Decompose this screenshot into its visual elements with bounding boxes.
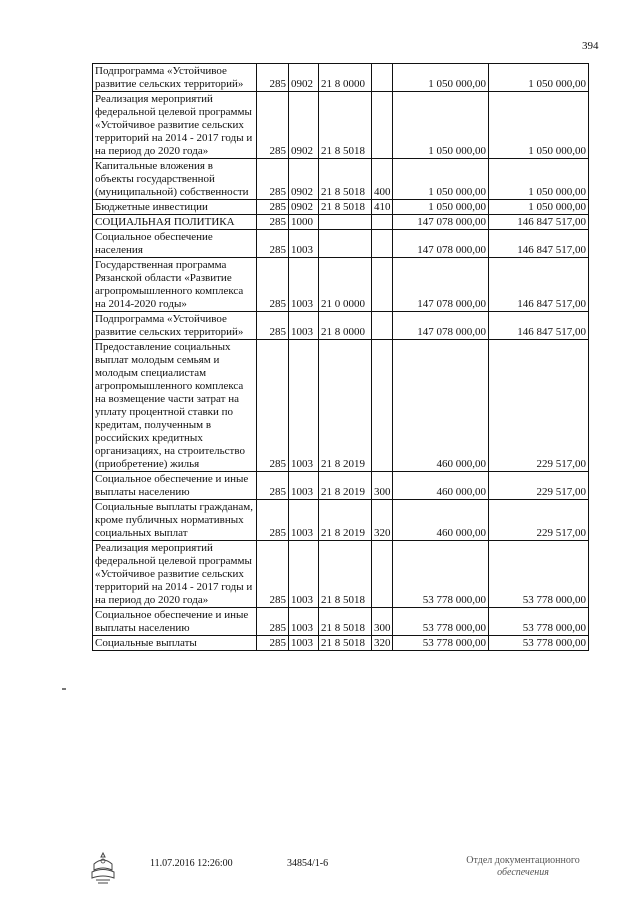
row-expense-type: 320 (372, 500, 393, 541)
row-section: 1003 (289, 608, 319, 636)
row-sum-2: 53 778 000,00 (489, 636, 589, 651)
row-sum-1: 53 778 000,00 (393, 608, 489, 636)
row-section: 1000 (289, 215, 319, 230)
row-code: 285 (257, 608, 289, 636)
row-name: Социальное обеспечение населения (93, 230, 257, 258)
row-sum-2: 1 050 000,00 (489, 92, 589, 159)
footer-stamp (448, 855, 598, 879)
row-article: 21 0 0000 (319, 258, 372, 312)
table-row (93, 608, 589, 636)
row-article: 21 8 2019 (319, 500, 372, 541)
row-article (319, 230, 372, 258)
row-sum-2: 1 050 000,00 (489, 64, 589, 92)
table-row (93, 636, 589, 651)
row-code: 285 (257, 230, 289, 258)
row-expense-type (372, 64, 393, 92)
row-section: 1003 (289, 500, 319, 541)
row-sum-2: 229 517,00 (489, 340, 589, 472)
budget-table (92, 63, 589, 651)
row-article: 21 8 0000 (319, 312, 372, 340)
row-sum-1: 1 050 000,00 (393, 159, 489, 200)
row-article: 21 8 0000 (319, 64, 372, 92)
row-code: 285 (257, 636, 289, 651)
table-row (93, 312, 589, 340)
table-row (93, 215, 589, 230)
row-name: Подпрограмма «Устойчивое развитие сельских территорий» (93, 64, 257, 92)
table-row (93, 92, 589, 159)
row-sum-1: 147 078 000,00 (393, 312, 489, 340)
row-name: Социальные выплаты гражданам, кроме публичных нормативных социальных выплат (93, 500, 257, 541)
row-sum-2: 1 050 000,00 (489, 200, 589, 215)
row-name: Социальные выплаты (93, 636, 257, 651)
row-expense-type (372, 312, 393, 340)
row-sum-2: 229 517,00 (489, 500, 589, 541)
row-expense-type: 320 (372, 636, 393, 651)
table-row (93, 200, 589, 215)
row-sum-1: 460 000,00 (393, 340, 489, 472)
stamp-line-1: Отдел документационного (466, 855, 580, 866)
table-row (93, 541, 589, 608)
row-section: 1003 (289, 312, 319, 340)
row-article: 21 8 2019 (319, 340, 372, 472)
row-name: Социальное обеспечение и иные выплаты населению (93, 472, 257, 500)
row-sum-1: 460 000,00 (393, 500, 489, 541)
row-section: 1003 (289, 340, 319, 472)
row-section: 0902 (289, 159, 319, 200)
row-name: Подпрограмма «Устойчивое развитие сельских территорий» (93, 312, 257, 340)
row-expense-type (372, 340, 393, 472)
row-article: 21 8 5018 (319, 608, 372, 636)
row-sum-1: 1 050 000,00 (393, 200, 489, 215)
table-row (93, 340, 589, 472)
row-section: 1003 (289, 636, 319, 651)
row-article: 21 8 5018 (319, 159, 372, 200)
row-expense-type (372, 258, 393, 312)
row-sum-2: 146 847 517,00 (489, 215, 589, 230)
row-sum-1: 147 078 000,00 (393, 230, 489, 258)
row-section: 0902 (289, 92, 319, 159)
row-code: 285 (257, 312, 289, 340)
budget-table-body (93, 64, 589, 651)
row-expense-type: 400 (372, 159, 393, 200)
row-name: Социальное обеспечение и иные выплаты населению (93, 608, 257, 636)
table-row (93, 472, 589, 500)
row-sum-1: 147 078 000,00 (393, 258, 489, 312)
table-row (93, 159, 589, 200)
table-row (93, 500, 589, 541)
row-name: Государственная программа Рязанской области «Развитие агропромышленного комплекса на 2014-2020 годы» (93, 258, 257, 312)
row-sum-2: 146 847 517,00 (489, 258, 589, 312)
row-sum-2: 1 050 000,00 (489, 159, 589, 200)
row-sum-1: 53 778 000,00 (393, 636, 489, 651)
row-section: 1003 (289, 230, 319, 258)
row-code: 285 (257, 500, 289, 541)
row-article: 21 8 2019 (319, 472, 372, 500)
row-name: Предоставление социальных выплат молодым семьям и молодым специалистам агропромышленного комплекса на возмещение части затрат на уплату процентной ставки по кредитам, полученным в российских кредитных организациях, на строительство (приобретение) жилья (93, 340, 257, 472)
row-name: Реализация мероприятий федеральной целевой программы «Устойчивое развитие сельских территорий на 2014 - 2017 годы и на период до 2020 года» (93, 541, 257, 608)
row-code: 285 (257, 159, 289, 200)
row-name: Реализация мероприятий федеральной целевой программы «Устойчивое развитие сельских территорий на 2014 - 2017 годы и на период до 2020 года» (93, 92, 257, 159)
row-code: 285 (257, 64, 289, 92)
row-code: 285 (257, 340, 289, 472)
row-sum-2: 229 517,00 (489, 472, 589, 500)
stamp-line-2: обеспечения (497, 867, 549, 878)
row-sum-2: 53 778 000,00 (489, 541, 589, 608)
row-expense-type (372, 92, 393, 159)
footer-date: 11.07.2016 12:26:00 (150, 858, 233, 869)
row-article: 21 8 5018 (319, 541, 372, 608)
row-sum-2: 146 847 517,00 (489, 230, 589, 258)
row-section: 0902 (289, 200, 319, 215)
row-name: Бюджетные инвестиции (93, 200, 257, 215)
row-section: 0902 (289, 64, 319, 92)
row-sum-1: 147 078 000,00 (393, 215, 489, 230)
row-sum-1: 460 000,00 (393, 472, 489, 500)
row-sum-1: 1 050 000,00 (393, 92, 489, 159)
row-expense-type (372, 541, 393, 608)
row-article (319, 215, 372, 230)
row-expense-type: 300 (372, 608, 393, 636)
row-section: 1003 (289, 472, 319, 500)
row-sum-1: 1 050 000,00 (393, 64, 489, 92)
row-code: 285 (257, 200, 289, 215)
row-section: 1003 (289, 258, 319, 312)
row-article: 21 8 5018 (319, 92, 372, 159)
row-sum-1: 53 778 000,00 (393, 541, 489, 608)
row-expense-type: 410 (372, 200, 393, 215)
row-name: СОЦИАЛЬНАЯ ПОЛИТИКА (93, 215, 257, 230)
row-expense-type (372, 230, 393, 258)
row-article: 21 8 5018 (319, 636, 372, 651)
row-code: 285 (257, 541, 289, 608)
row-code: 285 (257, 472, 289, 500)
page-number: 394 (582, 40, 599, 52)
table-row (93, 258, 589, 312)
table-row (93, 64, 589, 92)
margin-mark (62, 688, 66, 690)
row-sum-2: 53 778 000,00 (489, 608, 589, 636)
row-article: 21 8 5018 (319, 200, 372, 215)
footer-doc-number: 34854/1-6 (287, 858, 329, 869)
row-code: 285 (257, 258, 289, 312)
emblem-logo-icon (86, 850, 120, 886)
row-expense-type (372, 215, 393, 230)
row-code: 285 (257, 92, 289, 159)
table-row (93, 230, 589, 258)
row-name: Капитальные вложения в объекты государственной (муниципальной) собственности (93, 159, 257, 200)
row-sum-2: 146 847 517,00 (489, 312, 589, 340)
row-expense-type: 300 (372, 472, 393, 500)
row-section: 1003 (289, 541, 319, 608)
row-code: 285 (257, 215, 289, 230)
